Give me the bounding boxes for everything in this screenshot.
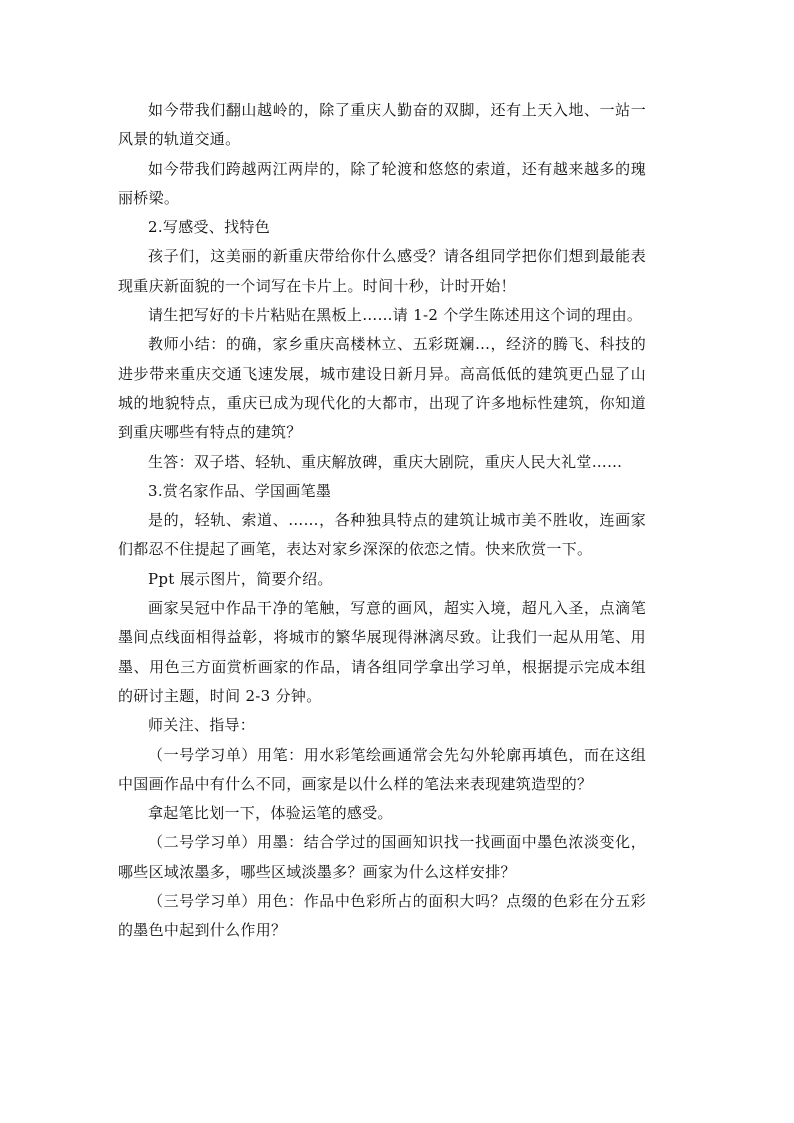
section-heading-write-feelings: 2.写感受、找特色 <box>148 218 271 237</box>
paragraph-brush-practice: 拿起笔比划一下，体验运笔的感受。 <box>148 804 393 823</box>
paragraph-worksheet-3: （三号学习单）用色：作品中色彩所占的面积大吗？点缀的色彩在分五彩的墨色中起到什么作用？ <box>118 892 646 940</box>
paragraph-bridges: 如今带我们跨越两江两岸的，除了轮渡和悠悠的索道，还有越来越多的瑰丽桥梁。 <box>118 159 646 207</box>
paragraph-worksheet-2: （二号学习单）用墨：结合学过的国画知识找一找画面中墨色浓淡变化，哪些区域浓墨多，哪些区域淡墨多？画家为什么这样安排？ <box>118 833 646 881</box>
paragraph-painters: 是的，轻轨、索道、……，各种独具特点的建筑让城市美不胜收，连画家们都忍不住提起了画笔，表达对家乡深深的依恋之情。快来欣赏一下。 <box>118 511 646 559</box>
paragraph-rail-transit: 如今带我们翻山越岭的，除了重庆人勤奋的双脚，还有上天入地、一站一风景的轨道交通。 <box>118 101 646 149</box>
paragraph-feelings-question: 孩子们，这美丽的新重庆带给你什么感受？请各组同学把你们想到最能表现重庆新面貌的一个词写在卡片上。时间十秒，计时开始！ <box>118 247 646 295</box>
paragraph-teacher-summary: 教师小结：的确，家乡重庆高楼林立、五彩斑斓…，经济的腾飞、科技的进步带来重庆交通飞速发展，城市建设日新月异。高高低低的建筑更凸显了山城的地貌特点，重庆已成为现代化的大都市，出现了许多地标性建筑，你知道到重庆哪些有特点的建筑？ <box>118 335 646 442</box>
paragraph-worksheet-1: （一号学习单）用笔：用水彩笔绘画通常会先勾外轮廓再填色，而在这组中国画作品中有什么不同，画家是以什么样的笔法来表现建筑造型的？ <box>118 745 646 793</box>
paragraph-teacher-guide: 师关注、指导： <box>148 716 256 735</box>
paragraph-card-paste: 请生把写好的卡片粘贴在黑板上……请 1-2 个学生陈述用这个词的理由。 <box>148 306 643 325</box>
paragraph-ppt: Ppt 展示图片，简要介绍。 <box>148 569 333 588</box>
section-heading-appreciate-works: 3.赏名家作品、学国画笔墨 <box>148 481 332 500</box>
paragraph-student-answer: 生答：双子塔、轻轨、重庆解放碑，重庆大剧院，重庆人民大礼堂…… <box>148 452 623 471</box>
document-page <box>118 96 646 946</box>
paragraph-wu-guanzhong: 画家吴冠中作品干净的笔触，写意的画风，超实入境，超凡入圣，点滴笔墨间点线面相得益彰，将城市的繁华展现得淋漓尽致。让我们一起从用笔、用墨、用色三方面赏析画家的作品，请各组同学拿出学习单，根据提示完成本组的研讨主题，时间 2-3 分钟。 <box>118 599 646 705</box>
